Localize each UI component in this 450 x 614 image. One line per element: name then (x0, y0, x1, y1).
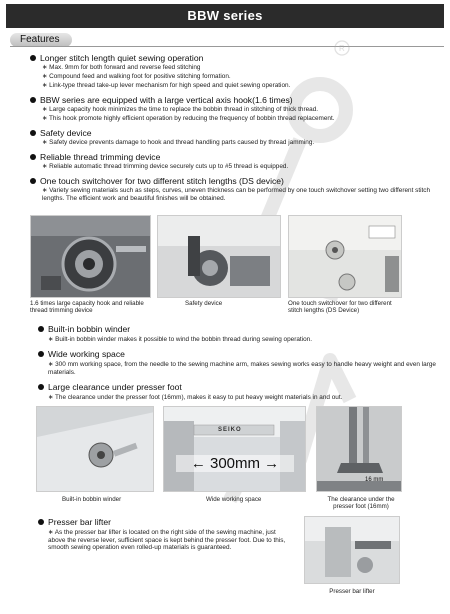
feature-heading: Wide working space (38, 349, 125, 359)
bullet-icon (38, 384, 44, 390)
hook-illustration (31, 216, 151, 298)
feature-heading: Longer stitch length quiet sewing operation (30, 53, 203, 63)
feature-heading: Presser bar lifter (38, 517, 111, 527)
svg-text:R: R (339, 44, 345, 53)
bullet-icon (30, 154, 36, 160)
bullet-icon (30, 130, 36, 136)
features-label: Features (10, 33, 72, 47)
bullet-icon (30, 97, 36, 103)
photo-caption: 1.6 times large capacity hook and reliable thread trimming device (30, 300, 144, 315)
safety-device-photo (157, 215, 281, 298)
working-space-photo (163, 406, 306, 492)
feature-detail: ∗ Variety sewing materials such as steps, curves, uneven thickness can be performed by one touch switchover setting two different stitch lengths. The efficient work and beautiful finishes will be obtained. (42, 187, 431, 202)
safety-device-illustration (158, 216, 281, 298)
feature-heading: Reliable thread trimming device (30, 152, 160, 162)
feature-heading: Safety device (30, 128, 92, 138)
feature-detail: ∗ Built-in bobbin winder makes it possible to wind the bobbin thread during sewing operation. (48, 336, 312, 343)
feature-detail: ∗ The clearance under the presser foot (16mm), makes it easy to put heavy weight materials in and out. (48, 394, 343, 401)
ds-device-photo (288, 215, 402, 298)
photo-caption: One touch switchover for two different stitch lengths (DS Device) (288, 300, 392, 315)
bullet-icon (38, 351, 44, 357)
feature-detail: ∗ Compound feed and walking foot for positive stitching formation. (42, 73, 231, 80)
dimension-overlay: ← 300mm → (176, 455, 294, 472)
feature-detail: ∗ 300 mm working space, from the needle to the sewing machine arm, makes sewing works easy to handle heavy weight and even large materials. (48, 361, 436, 376)
bobbin-winder-illustration (37, 407, 154, 492)
bullet-icon (30, 55, 36, 61)
presser-bar-lifter-illustration (305, 517, 400, 584)
feature-heading: Large clearance under presser foot (38, 382, 182, 392)
bobbin-winder-photo (36, 406, 154, 492)
feature-heading: One touch switchover for two different stitch lengths (DS device) (30, 176, 284, 186)
feature-heading: BBW series are equipped with a large vertical axis hook(1.6 times) (30, 95, 293, 105)
presser-bar-lifter-photo (304, 516, 400, 584)
feature-detail: ∗ Large capacity hook minimizes the time to replace the bobbin thread in stitching of thick thread. (42, 106, 319, 113)
bullet-icon (38, 326, 44, 332)
feature-detail: ∗ Max. 9mm for both forward and reverse feed stitching (42, 64, 201, 71)
hook-photo (30, 215, 151, 298)
ds-device-illustration (289, 216, 402, 298)
dimension-overlay: 16 mm (365, 477, 384, 483)
photo-caption: Wide working space (206, 496, 262, 503)
feature-detail: ∗ As the presser bar lifter is located on the right side of the sewing machine, just above the reverse lever, sufficient space is kept behind the presser foot. Due to this, smooth sewing operation even rolled-up materials is guaranteed. (48, 529, 286, 552)
presser-foot-photo (316, 406, 402, 492)
feature-detail: ∗ This hook promote highly efficient operation by reducing the frequency of bobbin thread replacement. (42, 115, 335, 122)
bullet-icon (38, 519, 44, 525)
photo-caption: The clearance under the presser foot (16mm) (327, 496, 395, 511)
photo-caption: Presser bar lifter (329, 588, 375, 595)
photo-caption: Built-in bobbin winder (62, 496, 122, 503)
working-space-illustration (164, 407, 306, 492)
photo-caption: Safety device (185, 300, 223, 307)
bullet-icon (30, 178, 36, 184)
feature-detail: ∗ Reliable automatic thread trimming device securely cuts up to #5 thread is equipped. (42, 163, 289, 170)
feature-detail: ∗ Safety device prevents damage to hook and thread handling parts caused by thread jamming. (42, 139, 315, 146)
brand-label: SEIKO (218, 427, 242, 433)
feature-heading: Built-in bobbin winder (38, 324, 130, 334)
series-banner: BBW series (6, 4, 444, 28)
presser-foot-illustration (317, 407, 402, 492)
feature-detail: ∗ Link-type thread take-up lever mechanism for high speed and quiet sewing operation. (42, 82, 291, 89)
